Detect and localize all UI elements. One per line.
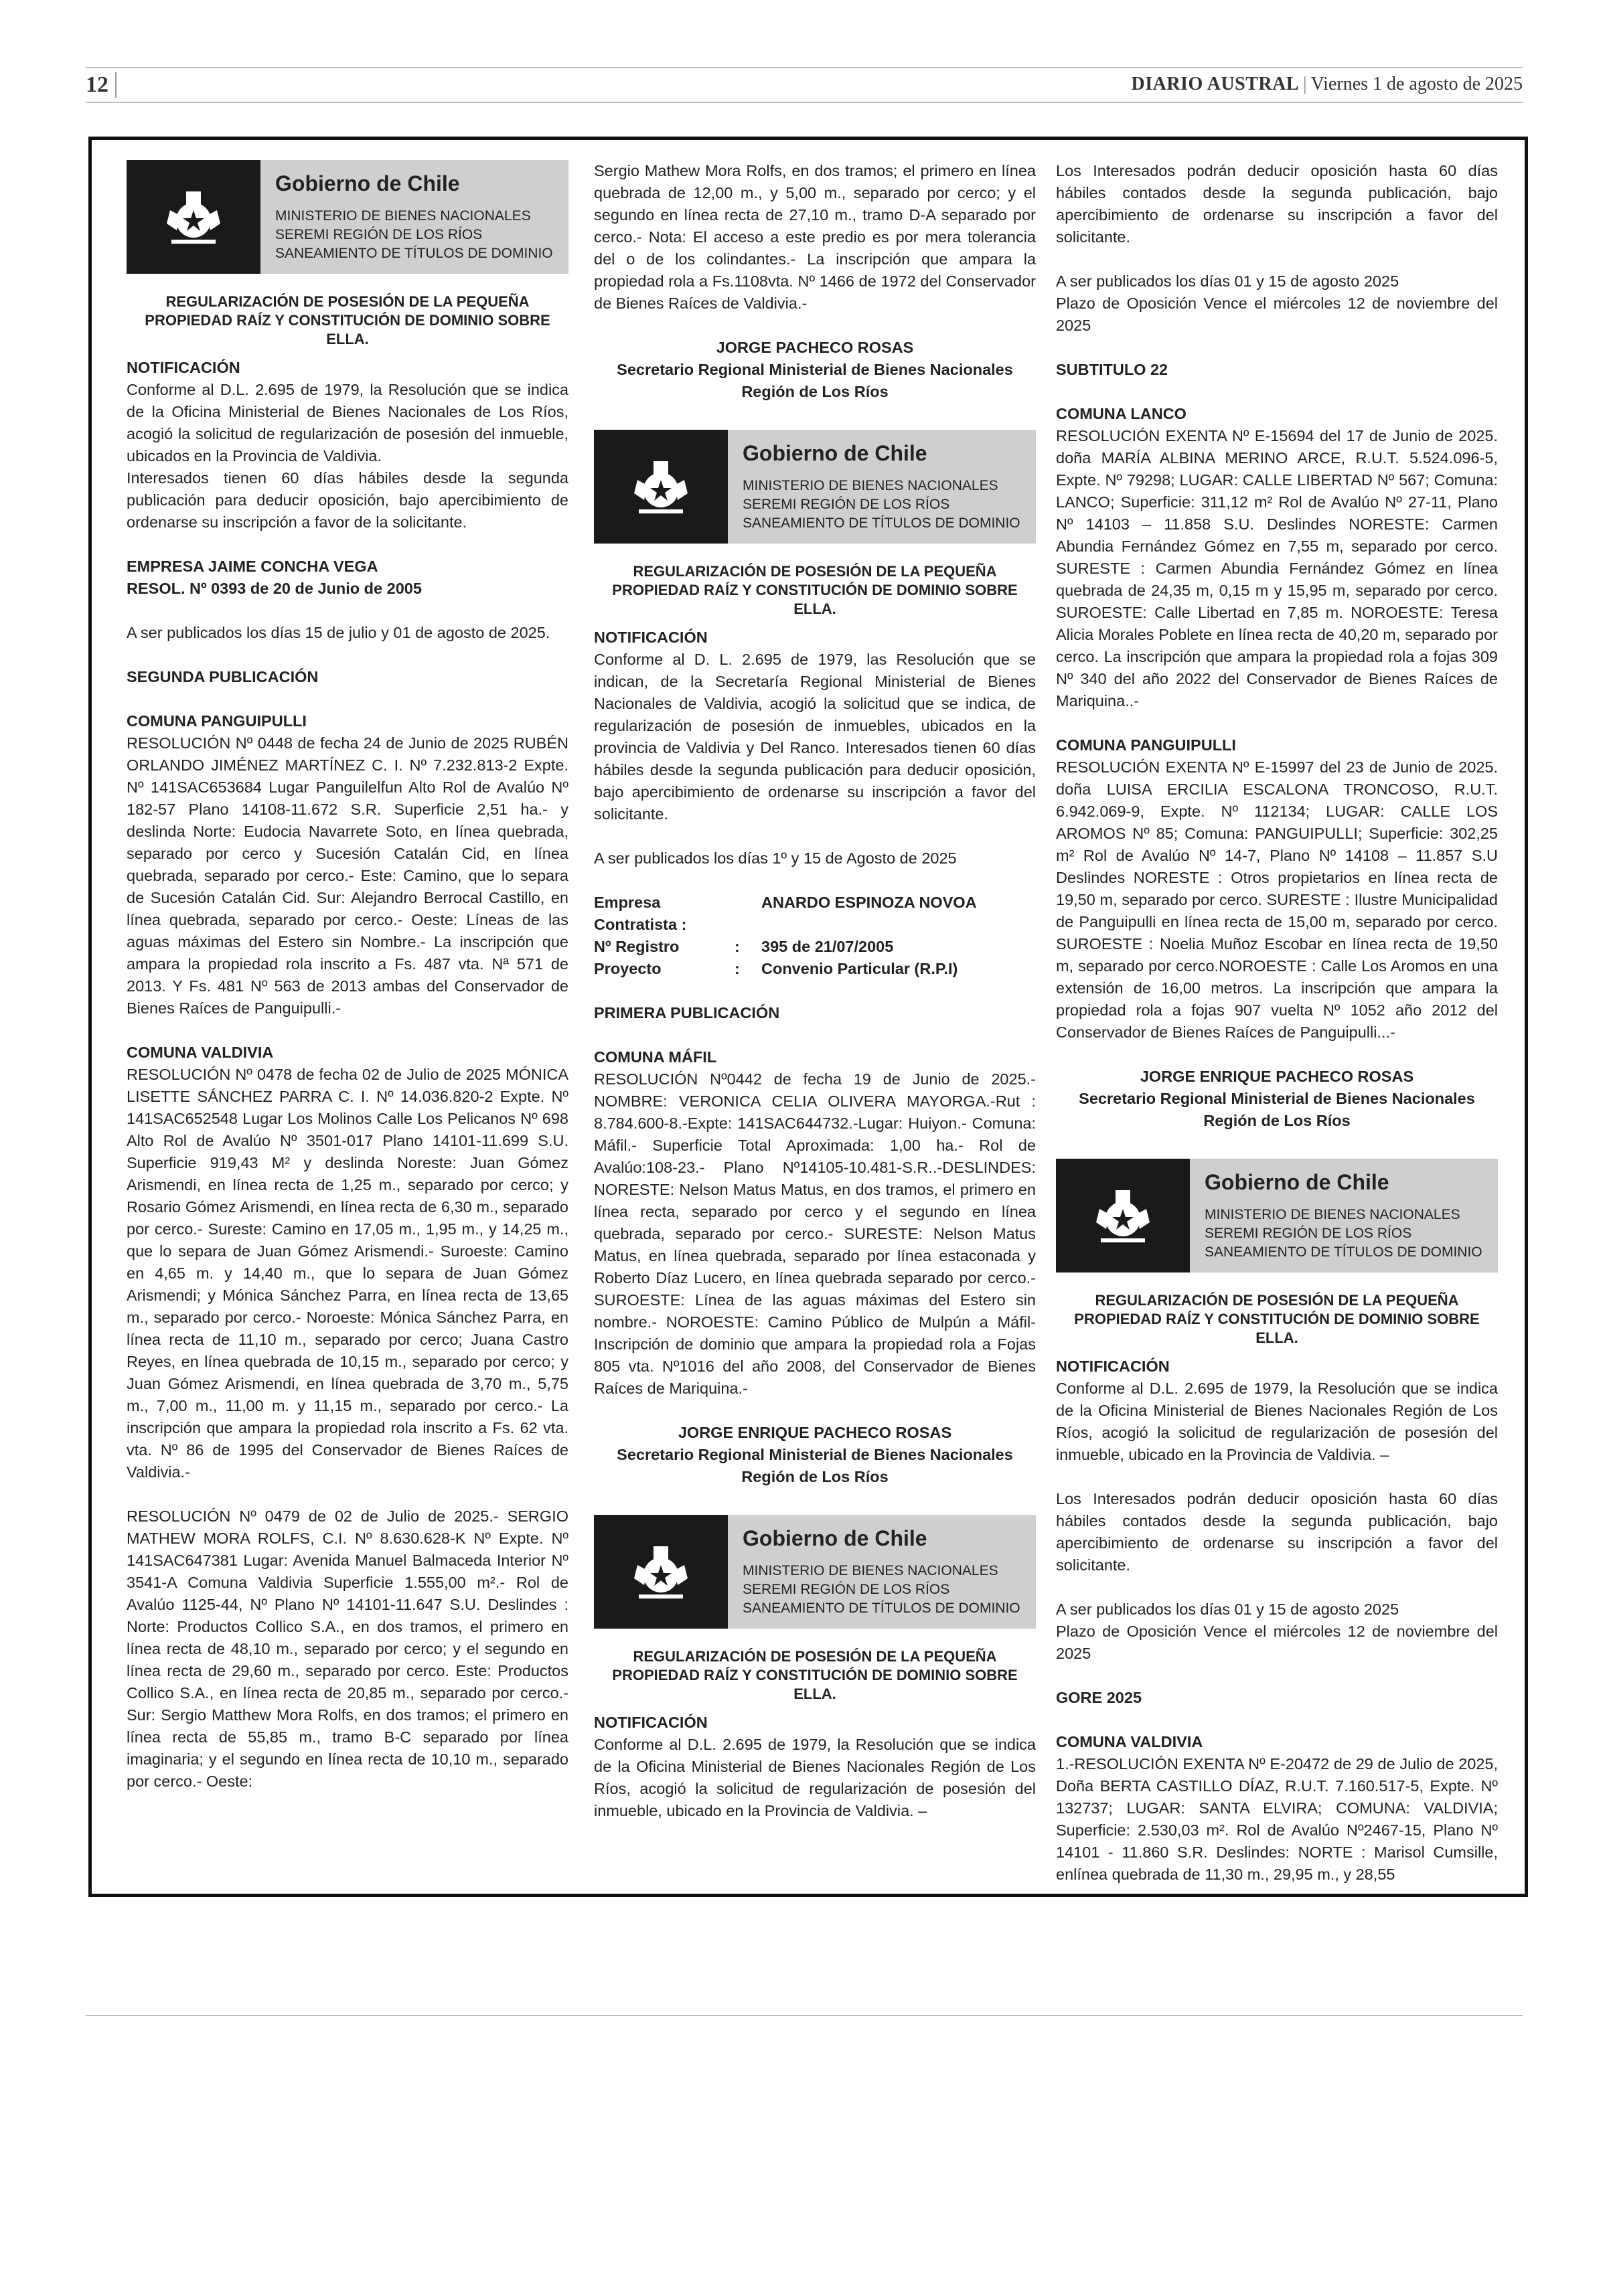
resolucion-ref: RESOL. Nº 0393 de 20 de Junio de 2005	[127, 580, 422, 597]
resolution-text: 1.-RESOLUCIÓN EXENTA Nº E-20472 de 29 de Julio de 2025, Doña BERTA CASTILLO DÍAZ, R.U.T. 7.160.517-5, Expte. Nº 132737; LUGAR: SANTA ELVIRA; COMUNA: VALDIVIA; Superficie: 2.530,03 m². Rol de Avalúo Nº2467-15, Plano Nº 14101 - 11.860 S.R. Deslindes: NORTE : Marisol Cumsille, enlínea quebrada de 11,30 m., 29,95 m., y 28,55	[1056, 1755, 1498, 1883]
comuna-heading: COMUNA VALDIVIA	[127, 1044, 274, 1061]
gore-heading: GORE 2025	[1056, 1689, 1142, 1706]
publication-dates: A ser publicados los días 15 de julio y 01 de agosto de 2025.	[127, 624, 550, 641]
gov-line-2: SEREMI REGIÓN DE LOS RÍOS	[1205, 1226, 1412, 1241]
column-3	[1056, 160, 1498, 1908]
publication-date: Viernes 1 de agosto de 2025	[1310, 74, 1523, 94]
comuna-heading: COMUNA PANGUIPULLI	[1056, 736, 1236, 754]
gov-line-2: SEREMI REGIÓN DE LOS RÍOS	[743, 497, 950, 512]
publication-dates: A ser publicados los días 1º y 15 de Agosto de 2025	[594, 849, 957, 867]
coat-of-arms-icon	[594, 430, 728, 544]
primera-publicacion-heading: PRIMERA PUBLICACIÓN	[594, 1004, 780, 1021]
notificacion-body: Conforme al D. L. 2.695 de 1979, las Resolución que se indican, de la Secretaría Regional Ministerial de Bienes Nacionales de Valdivia, acogió la solicitud que se indica, de regularización de posesión de inmuebles, ubicados en la provincia de Valdivia y Del Ranco. Interesados tienen 60 días hábiles desde la segunda publicación para deducir oposición, bajo apercibimiento de ordenarse su inscripción a favor del solicitante.	[594, 651, 1036, 823]
gov-block	[127, 160, 568, 274]
resolution-text: RESOLUCIÓN Nº 0448 de fecha 24 de Junio de 2025 RUBÉN ORLANDO JIMÉNEZ MARTÍNEZ C. I. Nº 7.232.813-2 Expte. Nº 141SAC653684 Lugar Panguilelfun Alto Rol de Avalúo Nº 182-57 Plano 14108-11.672 S.R. Superficie 2,51 ha.- y deslinda Norte: Eudocia Navarrete Soto, en línea quebrada, separado por cerco y Sucesión Catalán Cid, en línea quebrada, separado por cerco.- Este: Camino, que lo separa de Sucesión Catalán Cid. Sur: Alejandro Berrocal Castillo, en línea quebrada, separado por cerco.- Oeste: Líneas de las aguas máximas del Estero sin Nombre.- La inscripción que ampara la propiedad rola inscrito a Fs. 487 vta. Nª 571 de 2013. Y Fs. 481 Nº 563 de 2013 ambas del Conservador de Bienes Raíces de Panguipulli.-	[127, 734, 568, 1017]
notificacion-heading: NOTIFICACIÓN	[1056, 1358, 1170, 1375]
proyecto-row	[594, 958, 1036, 980]
gov-line-3: SANEAMIENTO DE TÍTULOS DE DOMINIO	[743, 515, 1020, 531]
resolution-text: RESOLUCIÓN EXENTA Nº E-15694 del 17 de Junio de 2025. doña MARÍA ALBINA MERINO ARCE, R.U.T. 5.524.096-5, Expte. Nº 79298; LUGAR: CALLE LIBERTAD Nº 567; Comuna: LANCO; Superficie: 311,12 m² Rol de Avalúo Nº 27-11, Plano Nº 14103 – 11.858 S.U. Deslindes NORESTE: Carmen Abundia Fernández Gómez en 7,55 m, separado por cerco. SURESTE : Carmen Abundia Fernández Gómez en línea quebrada de 24,35 m, 0,15 m y 15,95 m, separado por cerco. SUROESTE: Calle Libertad en 7,85 m. NOROESTE: Teresa Alicia Morales Poblete en línea recta de 40,20 m, separado por cerco. La inscripción que ampara la propiedad rola a fojas 309 Nº 340 del año 2022 del Conservador de Bienes Raíces de Mariquina..-	[1056, 427, 1498, 710]
coat-of-arms-icon	[594, 1515, 728, 1629]
gov-title: Gobierno de Chile	[743, 441, 927, 465]
comuna-heading: COMUNA PANGUIPULLI	[127, 712, 307, 730]
notificacion-body-2: Interesados tienen 60 días hábiles desde la segunda publicación para deducir oposición, bajo apercibimiento de ordenarse su inscripción a favor de la solicitante.	[127, 469, 568, 531]
field-colon: :	[735, 938, 740, 955]
notificacion-heading: NOTIFICACIÓN	[127, 359, 240, 376]
signatory-name: JORGE PACHECO ROSAS	[716, 339, 914, 356]
gov-line-2: SEREMI REGIÓN DE LOS RÍOS	[275, 227, 483, 242]
masthead: DIARIO AUSTRAL | Viernes 1 de agosto de 2025	[1131, 74, 1523, 94]
column-1	[127, 160, 568, 1815]
publication-dates: A ser publicados los días 01 y 15 de agosto 2025	[1056, 272, 1399, 290]
field-value: ANARDO ESPINOZA NOVOA	[761, 894, 977, 911]
gov-line-1: MINISTERIO DE BIENES NACIONALES	[275, 208, 531, 224]
gov-block	[594, 1515, 1036, 1629]
signatory-name: JORGE ENRIQUE PACHECO ROSAS	[1140, 1068, 1414, 1085]
gov-line-1: MINISTERIO DE BIENES NACIONALES	[743, 1563, 998, 1578]
notificacion-body: Conforme al D.L. 2.695 de 1979, la Resolución que se indica de la Oficina Ministerial de Bienes Nacionales Región de Los Ríos, acogió la solicitud de regularización de posesión del inmueble, ubicado en la Provincia de Valdivia. –	[594, 1736, 1036, 1819]
signatory-region: Región de Los Ríos	[741, 383, 889, 400]
comuna-heading: COMUNA MÁFIL	[594, 1048, 717, 1066]
empresa-name: EMPRESA JAIME CONCHA VEGA	[127, 558, 378, 575]
comuna-heading: COMUNA VALDIVIA	[1056, 1733, 1203, 1750]
regularizacion-heading: REGULARIZACIÓN DE POSESIÓN DE LA PEQUEÑA PROPIEDAD RAÍZ Y CONSTITUCIÓN DE DOMINIO SOBRE ELLA.	[145, 293, 550, 347]
notificacion-heading: NOTIFICACIÓN	[594, 629, 708, 646]
publication-name: DIARIO AUSTRAL	[1131, 74, 1300, 94]
plazo-oposicion: Plazo de Oposición Vence el miércoles 12 de noviembre del 2025	[1056, 295, 1498, 334]
empresa-row	[594, 892, 1036, 936]
registro-row	[594, 936, 1036, 958]
signatory-region: Región de Los Ríos	[1203, 1112, 1351, 1129]
resolution-text: RESOLUCIÓN Nº 0479 de 02 de Julio de 2025.- SERGIO MATHEW MORA ROLFS, C.I. Nº 8.630.628-K Nº Expte. Nº 141SAC647381 Lugar: Avenida Manuel Balmaceda Interior Nº 3541-A Comuna Valdivia Superficie 1.555,00 m².- Rol de Avalúo 1125-44, Nº Plano Nº 14101-11.647 S.U. Deslindes : Norte: Productos Collico S.A., en dos tramos, el primero en línea recta de 48,10 m., separado por cerco; y el segundo en línea recta de 29,60 m., separado por cerco. Este: Productos Collico S.A., en línea recta de 20,85 m., separado por cerco.- Sur: Sergio Matthew Mora Rolfs, en dos tramos; el primero en línea recta de 55,85 m., tramo B-C separado por línea imaginaria; y el segundo en línea recta de 10,10 m., separado por cerco.- Oeste:	[127, 1507, 568, 1790]
page-header	[86, 67, 1523, 103]
column-2	[594, 160, 1036, 1844]
oposicion-text: Los Interesados podrán deducir oposición hasta 60 días hábiles contados desde la segunda publicación, bajo apercibimiento de ordenarse su inscripción a favor del solicitante.	[1056, 162, 1498, 246]
signatory-name: JORGE ENRIQUE PACHECO ROSAS	[678, 1424, 952, 1441]
gov-line-3: SANEAMIENTO DE TÍTULOS DE DOMINIO	[275, 246, 553, 261]
notificacion-heading: NOTIFICACIÓN	[594, 1714, 708, 1731]
notice-frame	[88, 137, 1528, 1897]
signatory-region: Región de Los Ríos	[741, 1468, 889, 1485]
signature-block	[594, 337, 1036, 403]
gov-line-3: SANEAMIENTO DE TÍTULOS DE DOMINIO	[1205, 1244, 1482, 1260]
gov-line-2: SEREMI REGIÓN DE LOS RÍOS	[743, 1582, 950, 1597]
field-value: Convenio Particular (R.P.I)	[761, 960, 958, 977]
field-label: Empresa Contratista :	[594, 894, 687, 933]
subtitulo-heading: SUBTITULO 22	[1056, 361, 1168, 378]
footer-rule	[86, 2015, 1523, 2016]
field-colon: :	[735, 960, 740, 977]
comuna-heading: COMUNA LANCO	[1056, 405, 1187, 422]
gov-title: Gobierno de Chile	[743, 1526, 927, 1550]
gov-block	[594, 430, 1036, 544]
gov-title: Gobierno de Chile	[1205, 1170, 1389, 1194]
signatory-title: Secretario Regional Ministerial de Bienes Nacionales	[1079, 1090, 1475, 1107]
gov-block	[1056, 1159, 1498, 1273]
field-value: 395 de 21/07/2005	[761, 938, 894, 955]
regularizacion-heading: REGULARIZACIÓN DE POSESIÓN DE LA PEQUEÑA PROPIEDAD RAÍZ Y CONSTITUCIÓN DE DOMINIO SOBRE ELLA.	[1074, 1292, 1480, 1346]
segunda-publicacion-heading: SEGUNDA PUBLICACIÓN	[127, 668, 319, 685]
field-label: Proyecto	[594, 960, 662, 977]
resolution-text: Sergio Mathew Mora Rolfs, en dos tramos; el primero en línea quebrada de 12,00 m., y 5,00 m., separado por cerco; y el segundo en línea recta de 27,10 m., tramo D-A separado por cerco.- Nota: El acceso a este predio es por mera tolerancia del o de los colindantes.- La inscripción que ampara la propiedad rola a Fs.1108vta. Nº 1466 de 1972 del Conservador de Bienes Raíces de Valdivia.-	[594, 162, 1036, 312]
gov-title: Gobierno de Chile	[275, 171, 460, 195]
resolution-text: RESOLUCIÓN Nº0442 de fecha 19 de Junio de 2025.- NOMBRE: VERONICA CELIA OLIVERA MAYORGA.-Rut : 8.784.600-8.-Expte: 141SAC644732.-Lugar: Huiyon.- Comuna: Máfil.- Superficie Total Aproximada: 1,00 ha.- Rol de Avalúo:108-23.- Plano Nº14105-10.481-S.R..-DESLINDES: NORESTE: Nelson Matus Matus, en dos tramos, el primero en línea recta, separado por cerco y el segundo en línea quebrada, separado por cerco.- SURESTE: Nelson Matus Matus, en línea quebrada, separado por línea estaconada y Roberto Díaz Lucero, en línea quebrada separado por cerco.-SUROESTE: Línea de las aguas máximas del Estero sin nombre.- NOROESTE: Camino Público de Mulpún a Máfil- Inscripción de dominio que ampara la propiedad rola a Fojas 805 vta. Nº1016 del año 2008, del Conservador de Bienes Raíces de Mariquina.-	[594, 1070, 1036, 1397]
signature-block	[594, 1422, 1036, 1488]
gov-line-3: SANEAMIENTO DE TÍTULOS DE DOMINIO	[743, 1601, 1020, 1616]
resolution-text: RESOLUCIÓN EXENTA Nº E-15997 del 23 de Junio de 2025. doña LUISA ERCILIA ESCALONA TRONCOSO, R.U.T. 6.942.069-9, Expte. Nº 112134; LUGAR: CALLE LOS AROMOS Nº 85; Comuna: PANGUIPULLI; Superficie: 302,25 m² Rol de Avalúo Nº 14-7, Plano Nº 14108 – 11.857 S.U Deslindes NORESTE : Otros propietarios en línea recta de 19,50 m, separado por cerco. SURESTE : Ilustre Municipalidad de Panguipulli en línea recta de 15,00 m, separado por cerco. SUROESTE : Noelia Muñoz Escobar en línea recta de 19,50 m, separado por cerco.NOROESTE : Calle Los Aromos en una extensión de 16,00 metros. La inscripción que ampara la propiedad rola a fojas 907 vuelta Nº 1052 año 2012 del Conservador de Bienes Raíces de Panguipulli...-	[1056, 758, 1498, 1041]
signatory-title: Secretario Regional Ministerial de Bienes Nacionales	[617, 1446, 1013, 1463]
gov-line-1: MINISTERIO DE BIENES NACIONALES	[743, 478, 998, 493]
gov-line-1: MINISTERIO DE BIENES NACIONALES	[1205, 1207, 1460, 1222]
coat-of-arms-icon	[127, 160, 260, 274]
publication-dates: A ser publicados los días 01 y 15 de agosto 2025	[1056, 1601, 1399, 1618]
page-number: 12	[86, 72, 117, 98]
coat-of-arms-icon	[1056, 1159, 1190, 1273]
notificacion-body: Conforme al D.L. 2.695 de 1979, la Resolución que se indica de la Oficina Ministerial de Bienes Nacionales de Los Ríos, acogió la solicitud de regularización de posesión del inmueble, ubicados en la Provincia de Valdivia.	[127, 381, 568, 465]
resolution-text: RESOLUCIÓN Nº 0478 de fecha 02 de Julio de 2025 MÓNICA LISETTE SÁNCHEZ PARRA C. I. Nº 14.036.820-2 Expte. Nº 141SAC652548 Lugar Los Molinos Calle Los Pelicanos Nº 698 Alto Rol de Avalúo Nº 3501-017 Plano 14101-11.699 S.U. Superficie 919,43 M² y deslinda Noreste: Juan Gómez Arismendi, en línea recta de 1,25 m., separado por cerco; y Rosario Gómez Arismendi, en línea recta de 6,30 m., separado por cerco.- Sureste: Camino en 17,05 m., 1,95 m., y 14,25 m., que lo separa de Juan Gómez Arismendi.- Suroeste: Camino en 4,65 m. y 14,40 m., que lo separa de Juan Gómez Arismendi; y Mónica Sánchez Parra, en línea recta de 13,65 m., separado por cerco.- Noroeste: Mónica Sánchez Parra, en línea recta de 11,10 m., separado por cerco; Juana Castro Reyes, en línea quebrada de 10,15 m., separado por cerco; y Juan Gómez Arismendi, en línea quebrada de 3,70 m., 5,75 m., 7,00 m., 11,00 m. y 11,15 m., separado por cerco.- La inscripción que ampara la propiedad rola inscrito a Fs. 62 vta. vta. Nº 86 de 1995 del Conservador de Bienes Raíces de Valdivia.-	[127, 1066, 568, 1481]
notificacion-body: Conforme al D.L. 2.695 de 1979, la Resolución que se indica de la Oficina Ministerial de Bienes Nacionales Región de Los Ríos, acogió la solicitud de regularización de posesión del inmueble, ubicado en la Provincia de Valdivia. –	[1056, 1380, 1498, 1463]
regularizacion-heading: REGULARIZACIÓN DE POSESIÓN DE LA PEQUEÑA PROPIEDAD RAÍZ Y CONSTITUCIÓN DE DOMINIO SOBRE ELLA.	[612, 563, 1018, 617]
regularizacion-heading: REGULARIZACIÓN DE POSESIÓN DE LA PEQUEÑA PROPIEDAD RAÍZ Y CONSTITUCIÓN DE DOMINIO SOBRE ELLA.	[612, 1648, 1018, 1702]
signatory-title: Secretario Regional Ministerial de Bienes Nacionales	[617, 361, 1013, 378]
oposicion-text: Los Interesados podrán deducir oposición hasta 60 días hábiles contados desde la segunda publicación, bajo apercibimiento de ordenarse su inscripción a favor del solicitante.	[1056, 1490, 1498, 1574]
field-label: Nº Registro	[594, 938, 680, 955]
plazo-oposicion: Plazo de Oposición Vence el miércoles 12 de noviembre del 2025	[1056, 1623, 1498, 1662]
signature-block	[1056, 1066, 1498, 1132]
